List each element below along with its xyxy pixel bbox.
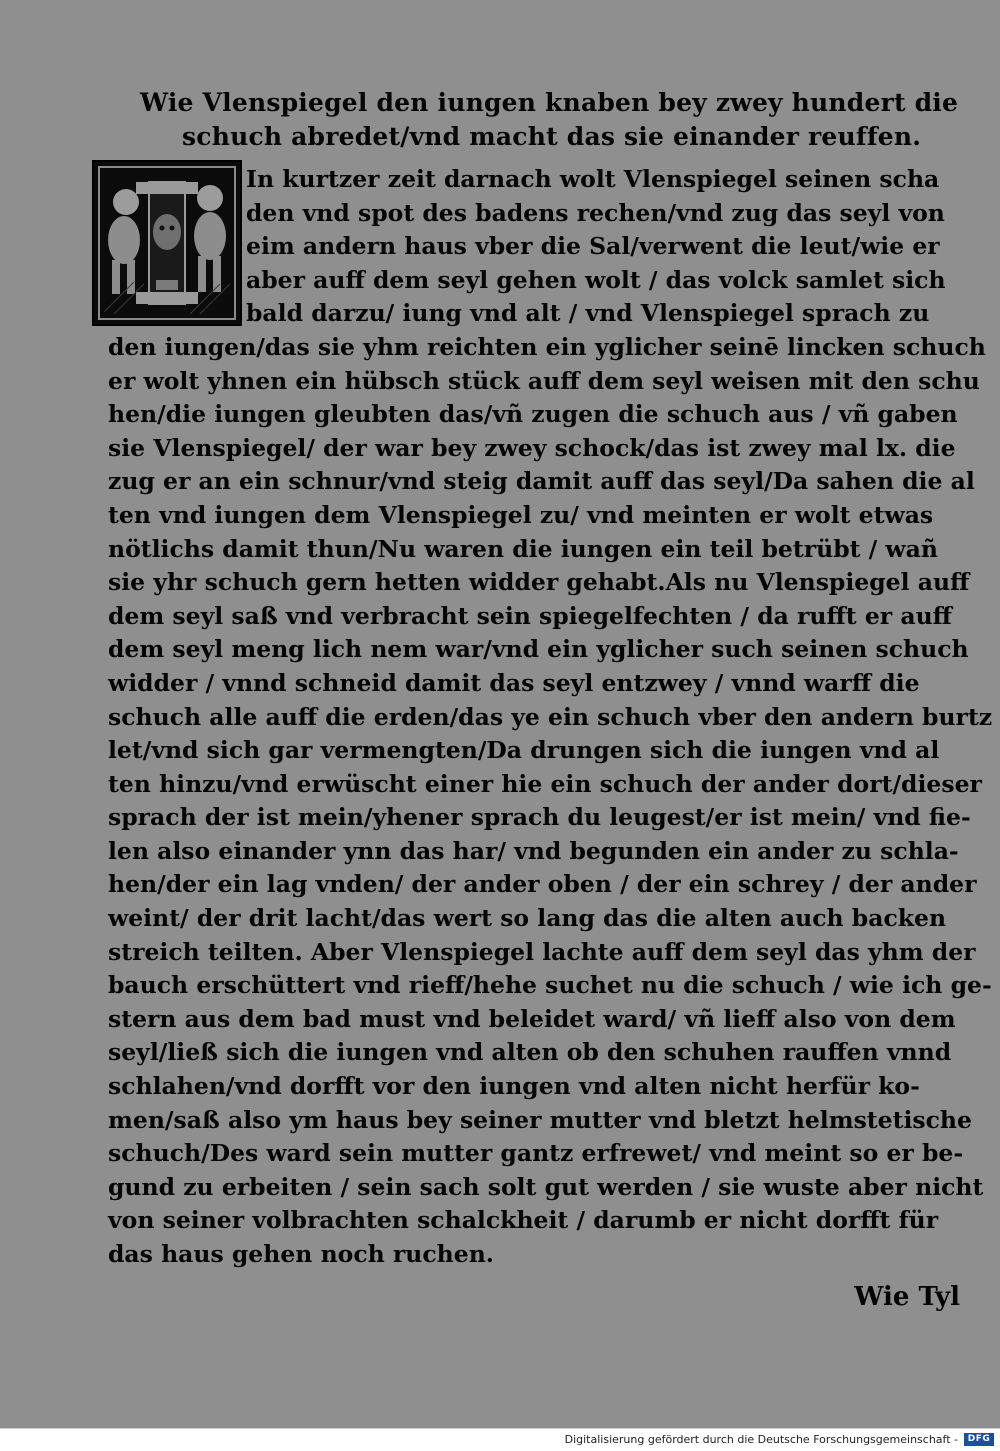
text-line: let/vnd sich gar vermengten/Da drungen sich die iungen vnd al [108,736,940,765]
text-line: schuch/Des ward sein mutter gantz erfrewet/ vnd meint so er be- [108,1139,964,1168]
dfg-logo-icon: DFG [964,1433,994,1446]
text-line: streich teilten. Aber Vlenspiegel lachte auff dem seyl das yhm der [108,937,976,966]
text-line: len also einander ynn das har/ vnd begunden ein ander zu schla- [108,836,959,865]
text-line: sie Vlenspiegel/ der war bey zwey schock/das ist zwey mal lx. die [108,433,956,462]
text-line: sie yhr schuch gern hetten widder gehabt.Als nu Vlenspiegel auff [108,568,970,597]
digitization-footer [0,1428,1000,1451]
text-line: zug er an ein schnur/vnd steig damit auff das seyl/Da sahen die al [108,467,975,496]
text-line: nötlichs damit thun/Nu waren die iungen ein teil betrübt / wañ [108,534,938,563]
text-line: eim andern haus vber die Sal/verwent die leut/wie er [246,232,940,261]
text-line: widder / vnnd schneid damit das seyl entzwey / vnnd warff die [108,668,920,697]
text-line: stern aus dem bad must vnd beleidet ward/ vñ lieff also von dem [108,1004,956,1033]
body-text [108,163,993,1272]
text-line: seyl/ließ sich die iungen vnd alten ob den schuhen rauffen vnnd [108,1038,952,1067]
text-line: In kurtzer zeit darnach wolt Vlenspiegel seinen scha [246,165,940,193]
text-line: ten vnd iungen dem Vlenspiegel zu/ vnd meinten er wolt etwas [108,500,934,529]
heading-line-2: schuch abredet/vnd macht das sie einander reuffen. [182,122,922,151]
text-line: er wolt yhnen ein hübsch stück auff dem seyl weisen mit den schu [108,366,980,395]
text-line: sprach der ist mein/yhener sprach du leugest/er ist mein/ vnd fie- [108,803,971,832]
text-line: hen/der ein lag vnden/ der ander oben / der ein schrey / der ander [108,870,977,899]
funding-note: Digitalisierung gefördert durch die Deutsche Forschungsgemeinschaft - [564,1433,958,1446]
text-line: schuch alle auff die erden/das ye ein schuch vber den andern burtz [108,702,993,731]
text-line: den iungen/das sie yhm reichten ein yglicher seinē lincken schuch [108,332,986,361]
heading-line-1: Wie Vlenspiegel den iungen knaben bey zwey hundert die [140,88,959,117]
text-line: hen/die iungen gleubten das/vñ zugen die schuch aus / vñ gaben [108,400,958,429]
text-line: bald darzu/ iung vnd alt / vnd Vlenspiegel sprach zu [246,299,930,328]
chapter-heading [140,86,959,154]
catchword: Wie Tyl [854,1282,960,1312]
text-line: men/saß also ym haus bey seiner mutter vnd bletzt helmstetische [108,1105,972,1134]
text-line: dem seyl saß vnd verbracht sein spiegelfechten / da rufft er auff [108,601,952,630]
text-line: bauch erschüttert vnd rieff/hehe suchet nu die schuch / wie ich ge- [108,971,992,1000]
text-line: weint/ der drit lacht/das wert so lang das die alten auch backen [108,904,947,933]
text-line: den vnd spot des badens rechen/vnd zug das seyl von [246,198,945,227]
text-line: dem seyl meng lich nem war/vnd ein yglicher such seinen schuch [108,635,969,664]
text-line: aber auff dem seyl gehen wolt / das volck samlet sich [246,265,946,294]
text-line: das haus gehen noch ruchen. [108,1240,494,1268]
text-line: schlahen/vnd dorfft vor den iungen vnd alten nicht herfür ko- [108,1072,920,1101]
text-line: gund zu erbeiten / sein sach solt gut werden / sie wuste aber nicht [108,1172,984,1201]
text-line: von seiner volbrachten schalckheit / darumb er nicht dorfft für [108,1206,939,1235]
text-line: ten hinzu/vnd erwüscht einer hie ein schuch der ander dort/dieser [108,769,982,798]
